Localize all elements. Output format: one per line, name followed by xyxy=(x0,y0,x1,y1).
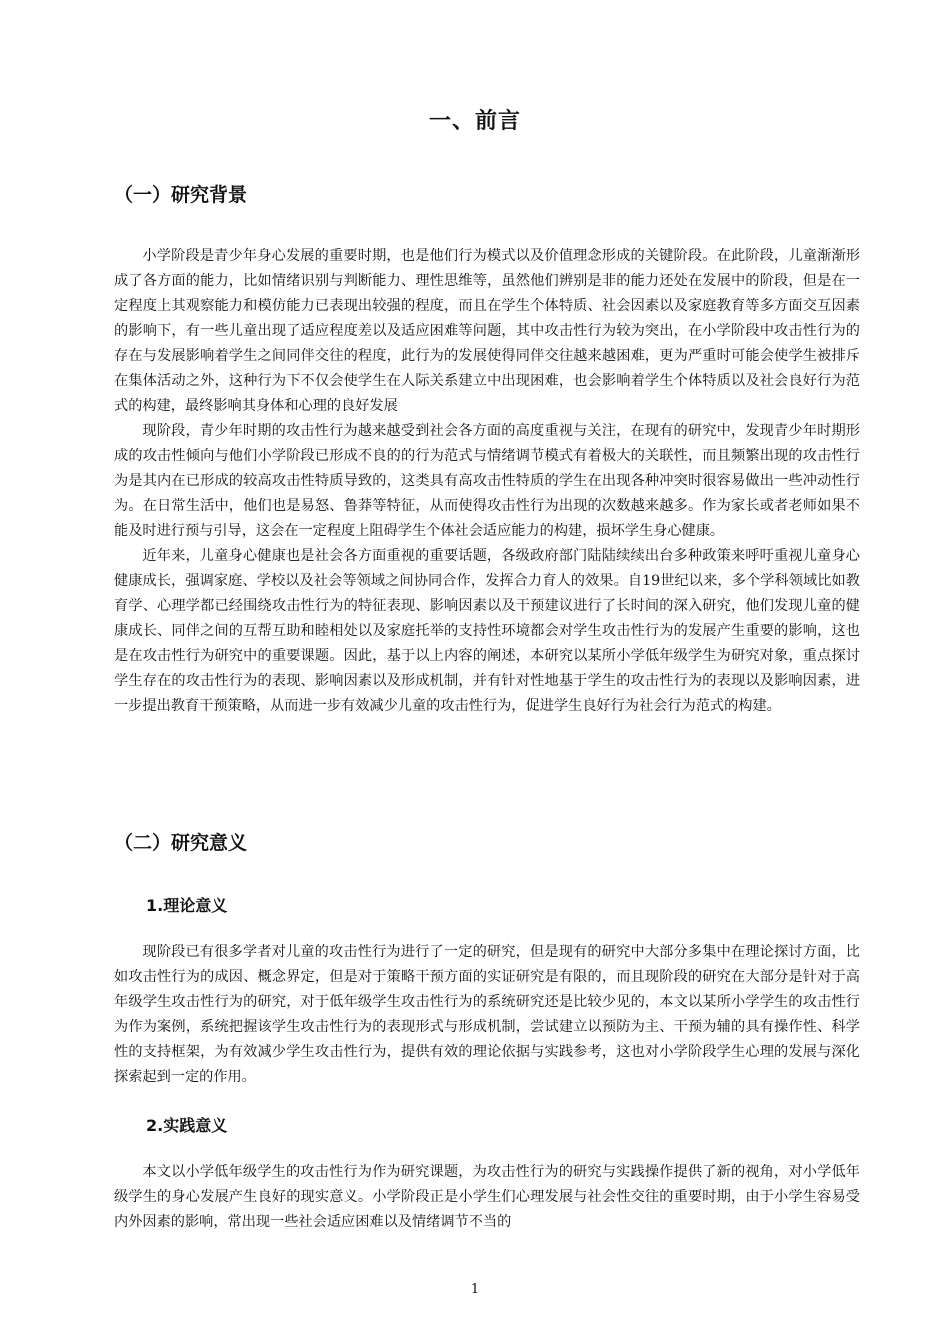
practice-body xyxy=(114,1160,860,1235)
subsection-heading-practice: 2.实践意义 xyxy=(146,1116,228,1135)
theory-paragraph: 现阶段已有很多学者对儿童的攻击性行为进行了一定的研究，但是现有的研究中大部分多集中在理论探讨方面，比如攻击性行为的成因、概念界定，但是对于策略干预方面的实证研究是有限的，而且现阶段的研究在大部分是针对于高年级学生攻击性行为的研究，对于低年级学生攻击性行为的系统研究还是比较少见的，本文以某所小学学生的攻击性行为作为案例，系统把握该学生攻击性行为的表现形式与形成机制，尝试建立以预防为主、干预为辅的具有操作性、科学性的支持框架，为有效减少学生攻击性行为，提供有效的理论依据与实践参考，这也对小学阶段学生心理的发展与深化探索起到一定的作用。 xyxy=(114,944,860,1085)
theory-body xyxy=(114,940,860,1090)
section-heading-significance: （二）研究意义 xyxy=(114,832,248,854)
subsection-heading-theory: 1.理论意义 xyxy=(146,896,228,915)
background-paragraph-2: 现阶段，青少年时期的攻击性行为越来越受到社会各方面的高度重视与关注，在现有的研究中，发现青少年时期形成的攻击性倾向与他们小学阶段已形成不良的的行为范式与情绪调节模式有着极大的关联性，而且频繁出现的攻击性行为是其内在已形成的较高攻击性特质导致的，这类具有高攻击性特质的学生在出现各种冲突时很容易做出一些冲动性行为。在日常生活中，他们也是易怒、鲁莽等特征，从而使得攻击性行为出现的次数越来越多。作为家长或者老师如果不能及时进行预与引导，这会在一定程度上阻碍学生个体社会适应能力的构建，损坏学生身心健康。 xyxy=(114,423,860,539)
practice-paragraph: 本文以小学低年级学生的攻击性行为作为研究课题，为攻击性行为的研究与实践操作提供了新的视角，对小学低年级学生的身心发展产生良好的现实意义。小学阶段正是小学生们心理发展与社会性交往的重要时期，由于小学生容易受内外因素的影响，常出现一些社会适应困难以及情绪调节不当的 xyxy=(114,1164,860,1230)
chapter-heading: 一、前言 xyxy=(428,109,521,134)
page-number: 1 xyxy=(470,1282,480,1297)
background-paragraph-3: 近年来，儿童身心健康也是社会各方面重视的重要话题，各级政府部门陆陆续续出台多种政策来呼吁重视儿童身心健康成长，强调家庭、学校以及社会等领域之间协同合作，发挥合力育人的效果。自19世纪以来，多个学科领域比如教育学、心理学都已经围绕攻击性行为的特征表现、影响因素以及干预建议进行了长时间的深入研究，他们发现儿童的健康成长、同伴之间的互帮互助和睦相处以及家庭托举的支持性环境都会对学生攻击性行为的发展产生重要的影响，这也是在攻击性行为研究中的重要课题。因此，基于以上内容的阐述，本研究以某所小学低年级学生为研究对象，重点探讨学生存在的攻击性行为的表现、影响因素以及形成机制，并有针对性地基于学生的攻击性行为的表现以及影响因素，进一步提出教育干预策略，从而进一步有效减少儿童的攻击性行为，促进学生良好行为社会行为范式的构建。 xyxy=(114,548,860,714)
section-heading-background: （一）研究背景 xyxy=(114,184,248,206)
background-body xyxy=(114,244,860,719)
background-paragraph-1: 小学阶段是青少年身心发展的重要时期，也是他们行为模式以及价值理念形成的关键阶段。在此阶段，儿童渐渐形成了各方面的能力，比如情绪识别与判断能力、理性思维等，虽然他们辨别是非的能力还处在发展中的阶段，但是在一定程度上其观察能力和模仿能力已表现出较强的程度，而且在学生个体特质、社会因素以及家庭教育等多方面交互因素的影响下，有一些儿童出现了适应程度差以及适应困难等问题，其中攻击性行为较为突出，在小学阶段中攻击性行为的存在与发展影响着学生之间同伴交往的程度，此行为的发展使得同伴交往越来越困难，更为严重时可能会使学生被排斥在集体活动之外，这种行为下不仅会使学生在人际关系建立中出现困难，也会影响着学生个体特质以及社会良好行为范式的构建，最终影响其身体和心理的良好发展 xyxy=(114,248,860,414)
